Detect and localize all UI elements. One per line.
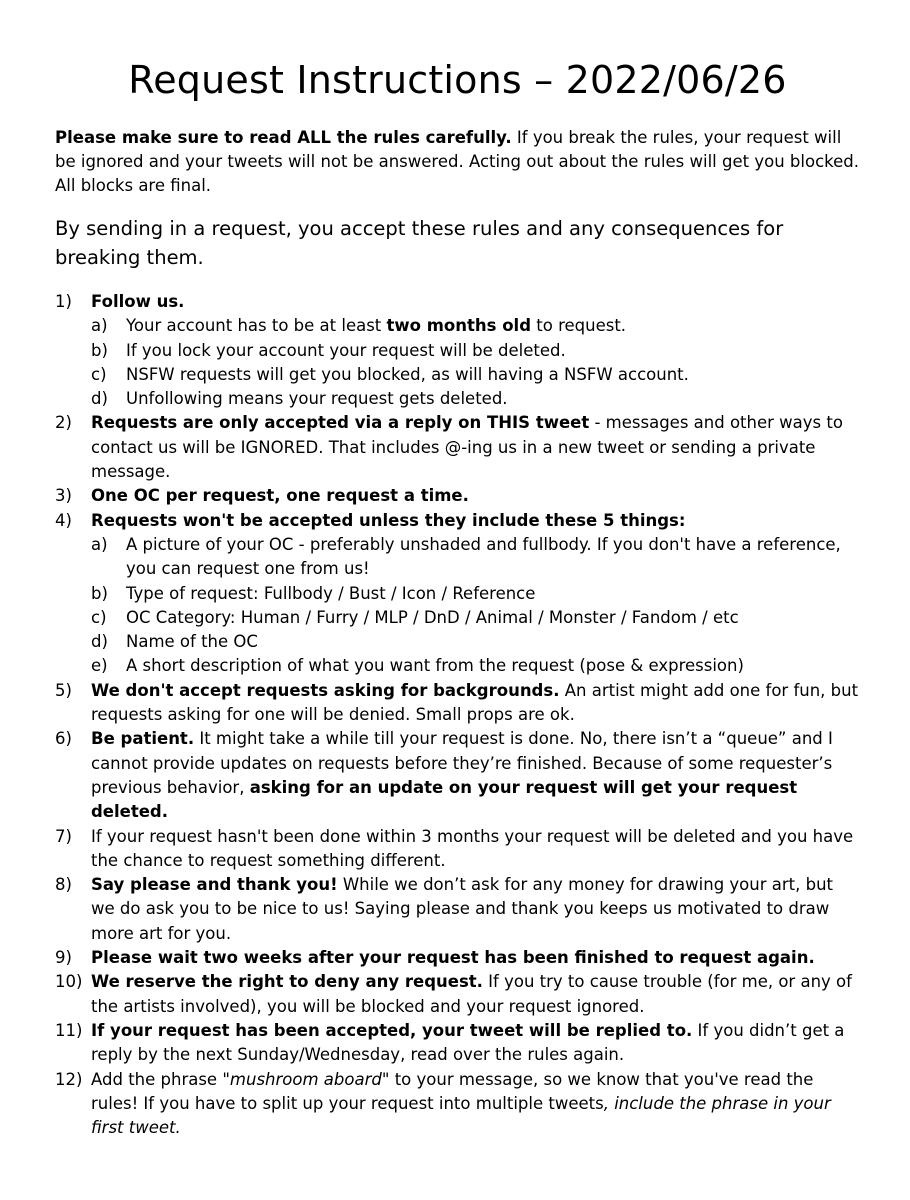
rule-12-phrase: mushroom aboard bbox=[229, 1069, 382, 1089]
rule-11-text: If you didn’t get a reply by the next Sunday/Wednesday, read over the rules again. bbox=[91, 1020, 845, 1065]
rule-4-item-e bbox=[91, 654, 860, 678]
rule-8-bold: Say please and thank you! bbox=[91, 875, 338, 895]
rule-4-item-e-text: A short description of what you want from the request (pose & expression) bbox=[126, 656, 744, 676]
rule-number: 11) bbox=[55, 1020, 83, 1040]
rule-4-item-d-text: Name of the OC bbox=[126, 632, 258, 652]
rule-number: 2) bbox=[55, 413, 72, 433]
rule-4-item-a-text: A picture of your OC - preferably unshaded and fullbody. If you don't have a reference, you can request one from us! bbox=[126, 534, 841, 579]
rule-4-item-a bbox=[91, 533, 860, 582]
rule-4-item-b bbox=[91, 582, 860, 606]
rule-5 bbox=[55, 679, 860, 728]
rule-number: 3) bbox=[55, 486, 72, 506]
rule-12 bbox=[55, 1068, 860, 1141]
rule-6 bbox=[55, 727, 860, 824]
rule-4-item-c-text: OC Category: Human / Furry / MLP / DnD / Animal / Monster / Fandom / etc bbox=[126, 607, 739, 627]
rule-1-item-d-text: Unfollowing means your request gets deleted. bbox=[126, 389, 508, 409]
rule-number: 9) bbox=[55, 948, 72, 968]
rule-10-text: If you try to cause trouble (for me, or any of the artists involved), you will be blocked and your request ignored. bbox=[91, 972, 852, 1016]
rule-1-item-a bbox=[91, 314, 860, 338]
rule-11 bbox=[55, 1019, 860, 1068]
rule-6-text: It might take a while till your request is done. No, there isn’t a “queue” and I cannot provide updates on requests before they’re finished. Because of some requester’s previous behavior, bbox=[91, 729, 833, 797]
rule-1-item-a-post: to request. bbox=[531, 316, 627, 336]
accept-notice: By sending in a request, you accept these rules and any consequences for breaking them. bbox=[55, 217, 784, 269]
rule-1 bbox=[55, 290, 860, 411]
intro-paragraph bbox=[55, 126, 860, 198]
rule-5-text: An artist might add one for fun, but requests asking for one will be denied. Small props are ok. bbox=[91, 680, 859, 725]
rule-8 bbox=[55, 873, 860, 946]
rule-6-bold: Be patient. bbox=[91, 729, 195, 749]
rule-number: 1) bbox=[55, 292, 72, 311]
rule-11-bold: If your request has been accepted, your tweet will be replied to. bbox=[91, 1020, 693, 1040]
rule-4-item-b-text: Type of request: Fullbody / Bust / Icon / Reference bbox=[126, 583, 536, 603]
intro-text: If you break the rules, your request will be ignored and your tweets will not be answered. Acting out about the rules will get you blocked. All blocks are final. bbox=[55, 128, 859, 195]
rule-1-bold: Follow us. bbox=[91, 292, 185, 311]
rule-10 bbox=[55, 970, 860, 1019]
rule-number: 12) bbox=[55, 1069, 83, 1089]
rule-3-bold: One OC per request, one request a time. bbox=[91, 486, 469, 506]
rule-1-sublist bbox=[91, 314, 860, 411]
rule-9-bold: Please wait two weeks after your request has been finished to request again. bbox=[91, 948, 815, 968]
rule-1-item-a-pre: Your account has to be at least bbox=[126, 316, 387, 336]
rule-1-item-b-text: If you lock your account your request will be deleted. bbox=[126, 340, 566, 360]
rule-number: 5) bbox=[55, 680, 72, 700]
rule-9 bbox=[55, 946, 860, 970]
rule-number: 4) bbox=[55, 510, 72, 530]
sub-letter: c) bbox=[91, 607, 107, 627]
rule-12-italic-end: , include the phrase in your first tweet. bbox=[91, 1093, 831, 1138]
rule-number: 8) bbox=[55, 875, 72, 895]
rule-2-text: - messages and other ways to contact us will be IGNORED. That includes @-ing us in a new tweet or sending a private message. bbox=[91, 413, 843, 482]
rule-4-item-c bbox=[91, 606, 860, 630]
sub-letter: e) bbox=[91, 656, 108, 676]
rule-number: 7) bbox=[55, 826, 72, 846]
rule-4-bold: Requests won't be accepted unless they include these 5 things: bbox=[91, 510, 686, 530]
sub-letter: c) bbox=[91, 364, 107, 384]
rule-4 bbox=[55, 509, 860, 679]
rule-number: 6) bbox=[55, 729, 72, 749]
rule-7 bbox=[55, 825, 860, 874]
rule-1-item-a-bold: two months old bbox=[386, 316, 532, 336]
rule-1-item-b bbox=[91, 339, 860, 363]
rule-4-sublist bbox=[91, 533, 860, 679]
rule-12-mid: " to your message, so we know that you've read the rules! If you have to split up your request into multiple tweets bbox=[91, 1069, 814, 1113]
sub-letter: b) bbox=[91, 340, 108, 360]
sub-letter: a) bbox=[91, 316, 108, 336]
rule-10-bold: We reserve the right to deny any request. bbox=[91, 972, 483, 992]
rule-3 bbox=[55, 484, 860, 508]
intro-bold: Please make sure to read ALL the rules carefully. bbox=[55, 128, 512, 147]
rule-4-item-d bbox=[91, 630, 860, 654]
rule-1-item-c bbox=[91, 363, 860, 387]
sub-letter: d) bbox=[91, 632, 108, 652]
rule-number: 10) bbox=[55, 972, 83, 992]
page-title: Request Instructions – 2022/06/26 bbox=[128, 58, 787, 102]
rule-5-bold: We don't accept requests asking for backgrounds. bbox=[91, 680, 560, 700]
sub-letter: d) bbox=[91, 389, 108, 409]
rule-7-text: If your request hasn't been done within 3 months your request will be deleted and you have the chance to request something different. bbox=[91, 826, 854, 870]
rule-12-pre: Add the phrase " bbox=[91, 1069, 230, 1089]
sub-letter: a) bbox=[91, 534, 108, 554]
rule-6-bold-end: asking for an update on your request will get your request deleted. bbox=[91, 777, 798, 822]
sub-letter: b) bbox=[91, 583, 108, 603]
rule-8-text: While we don’t ask for any money for drawing your art, but we do ask you to be nice to us! Saying please and thank you keeps us motivated to draw more art for you. bbox=[91, 875, 834, 943]
rule-2 bbox=[55, 411, 860, 484]
rules-list bbox=[55, 290, 860, 1140]
rule-1-item-c-text: NSFW requests will get you blocked, as will having a NSFW account. bbox=[126, 364, 689, 384]
rule-1-item-d bbox=[91, 387, 860, 411]
rule-2-bold: Requests are only accepted via a reply on THIS tweet bbox=[91, 413, 590, 433]
